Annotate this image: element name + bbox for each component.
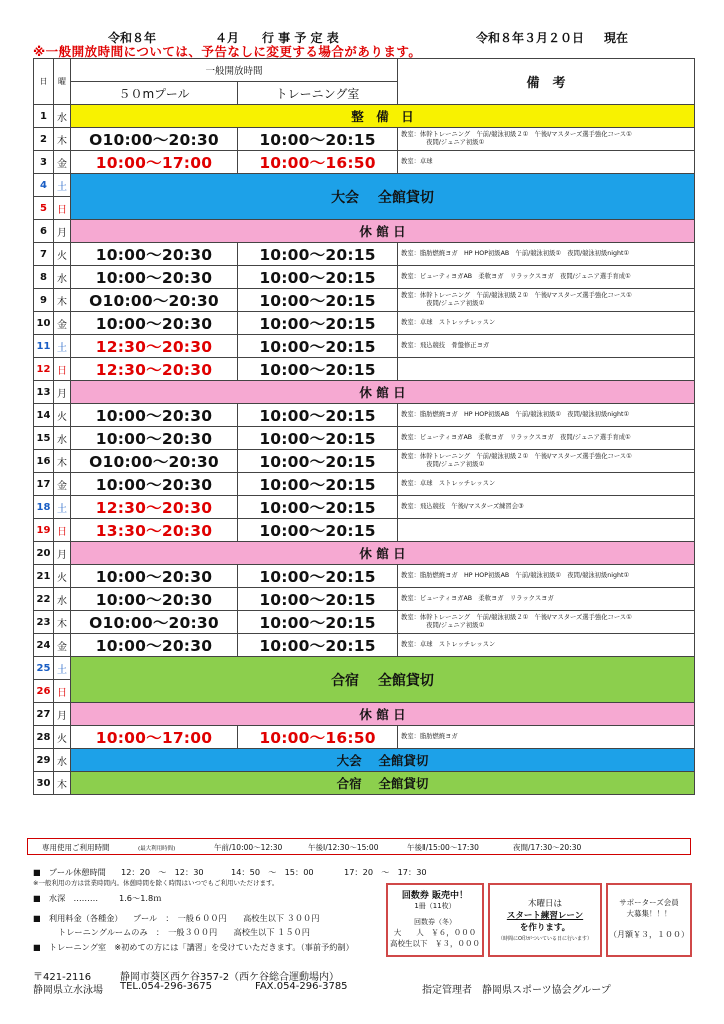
private-use-morning: 午前/10:00～12:30 [214, 843, 283, 852]
asof-date: 令和８年３月２０日 [476, 31, 585, 45]
rest-1: 12：20 ～ 12：30 [121, 867, 204, 877]
day-cell: 19 [34, 519, 54, 542]
day-cell: 22 [34, 588, 54, 611]
training-hours: 10:00～20:15 [238, 473, 398, 496]
ticket-student: 高校生以下 ￥３，０００ [390, 939, 480, 948]
lane-line1: 木曜日は [527, 899, 562, 909]
head-day: 日 [34, 59, 54, 105]
weekday-cell: 金 [54, 473, 71, 496]
supporter-line1: サポーターズ会員 [619, 898, 679, 907]
day-cell: 5 [34, 197, 54, 220]
weekday-cell: 水 [54, 588, 71, 611]
weekday-cell: 日 [54, 680, 71, 703]
head-remarks: 備 考 [398, 59, 695, 105]
remarks-cell: 教室：脂肪燃焼ヨガ [398, 726, 695, 749]
rest-2: 14：50 ～ 15：00 [231, 867, 314, 877]
table-row [34, 450, 695, 473]
head-pool: ５０mプール [71, 82, 238, 105]
training-hours: 10:00～20:15 [238, 404, 398, 427]
day-cell: 11 [34, 335, 54, 358]
table-row [34, 611, 695, 634]
table-row [34, 772, 695, 795]
weekday-cell: 火 [54, 726, 71, 749]
pool-hours: O10:00～20:30 [71, 450, 238, 473]
weekday-cell: 木 [54, 772, 71, 795]
manager: 指定管理者 静岡県スポーツ協会グループ [422, 985, 611, 996]
weekday-cell: 土 [54, 335, 71, 358]
pool-hours: 10:00～17:00 [71, 151, 238, 174]
training-note: ■ トレーニング室 ※初めての方には「講習」を受けていただきます。（事前予約制） [33, 942, 354, 952]
remarks-cell: 教室：脂肪燃焼ヨガ HP HOP初級AB 午前/競泳初級① 夜間/競泳初級night① [398, 404, 695, 427]
table-row [34, 496, 695, 519]
training-hours: 10:00～20:15 [238, 450, 398, 473]
supporter-line2: 大募集！！！ [626, 909, 672, 918]
pool-hours: 10:00～20:30 [71, 404, 238, 427]
weekday-cell: 水 [54, 427, 71, 450]
day-cell: 1 [34, 105, 54, 128]
ticket-title: 回数券 販売中！ [401, 891, 469, 901]
weekday-cell: 水 [54, 105, 71, 128]
weekday-cell: 火 [54, 565, 71, 588]
weekday-cell: 土 [54, 496, 71, 519]
table-row [34, 335, 695, 358]
postal-code: 〒421-2116 [33, 972, 92, 983]
weekday-cell: 土 [54, 657, 71, 680]
table-row [34, 128, 695, 151]
table-row [34, 312, 695, 335]
pool-hours: 12:30～20:30 [71, 358, 238, 381]
private-use-label: 専用使用ご利用時間 [42, 843, 110, 852]
remarks-cell: 教室：卓球 ストレッチレッスン [398, 634, 695, 657]
pool-hours: 10:00～20:30 [71, 427, 238, 450]
table-row [34, 726, 695, 749]
weekday-cell: 月 [54, 542, 71, 565]
day-cell: 18 [34, 496, 54, 519]
day-cell: 30 [34, 772, 54, 795]
notice: ※一般開放時間については、予告なしに変更する場合があります。 [33, 44, 422, 59]
year: 令和８年 [108, 31, 157, 45]
training-hours: 10:00～20:15 [238, 312, 398, 335]
head-dow: 曜 [54, 59, 71, 105]
pool-hours: 13:30～20:30 [71, 519, 238, 542]
remarks-cell: 教室：飛込競技 午後Ⅰ/マスターズ練習会③ [398, 496, 695, 519]
training-hours: 10:00～20:15 [238, 128, 398, 151]
training-hours: 10:00～20:15 [238, 243, 398, 266]
day-cell: 4 [34, 174, 54, 197]
weekday-cell: 火 [54, 243, 71, 266]
closure-band: 休 館 日 [71, 381, 695, 404]
fee-training: トレーニングルームのみ ： 一般３００円 高校生以下 １５０円 [58, 927, 310, 937]
weekday-cell: 月 [54, 381, 71, 404]
closure-band: 合宿 全館貸切 [71, 772, 695, 795]
day-cell: 2 [34, 128, 54, 151]
tel: TEL.054-296-3675 [120, 981, 213, 992]
training-hours: 10:00～20:15 [238, 358, 398, 381]
table-row [34, 243, 695, 266]
remarks-cell: 教室：卓球 [398, 151, 695, 174]
weekday-cell: 木 [54, 611, 71, 634]
training-hours: 10:00～20:15 [238, 519, 398, 542]
table-row [34, 542, 695, 565]
remarks-cell: 教室：脂肪燃焼ヨガ HP HOP初級AB 午前/競泳初級① 夜間/競泳初級night① [398, 565, 695, 588]
day-cell: 12 [34, 358, 54, 381]
weekday-cell: 金 [54, 634, 71, 657]
ticket-promo [386, 883, 484, 957]
training-hours: 10:00～16:50 [238, 151, 398, 174]
day-cell: 24 [34, 634, 54, 657]
ticket-kind: 回数券（冬） [414, 918, 456, 926]
supporter-price: （月額￥３，１００） [609, 930, 689, 939]
remarks-cell: 教室：ビューティヨガAB 柔軟ヨガ リラックスヨガ 夜間/ジュニア選手育成① [398, 266, 695, 289]
remarks-cell: 教室：卓球 ストレッチレッスン [398, 473, 695, 496]
training-hours: 10:00～20:15 [238, 289, 398, 312]
day-cell: 9 [34, 289, 54, 312]
table-row [34, 174, 695, 197]
month: ４月 [215, 31, 240, 45]
day-cell: 17 [34, 473, 54, 496]
table-row [34, 588, 695, 611]
closure-band: 休 館 日 [71, 542, 695, 565]
weekday-cell: 火 [54, 404, 71, 427]
pool-hours: O10:00～20:30 [71, 289, 238, 312]
supporter-promo [606, 883, 692, 957]
asof-label: 現在 [604, 31, 629, 45]
lane-line2: スタート練習レーン [506, 911, 584, 921]
private-use-sub: (最大利用時間) [138, 846, 176, 852]
pool-hours: 10:00～17:00 [71, 726, 238, 749]
day-cell: 25 [34, 657, 54, 680]
closure-band: 休 館 日 [71, 220, 695, 243]
table-row [34, 473, 695, 496]
closure-band: 休 館 日 [71, 703, 695, 726]
table-row [34, 657, 695, 680]
day-cell: 27 [34, 703, 54, 726]
training-hours: 10:00～20:15 [238, 565, 398, 588]
ticket-adult: 大 人 ￥６，０００ [393, 928, 477, 937]
pool-hours: 12:30～20:30 [71, 496, 238, 519]
weekday-cell: 金 [54, 151, 71, 174]
table-row [34, 519, 695, 542]
page-title: 行 事 予 定 表 [262, 31, 339, 45]
weekday-cell: 土 [54, 174, 71, 197]
private-use-box [27, 838, 691, 855]
training-hours: 10:00～20:15 [238, 634, 398, 657]
lane-note: （時間にO印がついている日に行います） [498, 936, 592, 942]
day-cell: 23 [34, 611, 54, 634]
table-row [34, 289, 695, 312]
day-cell: 8 [34, 266, 54, 289]
table-row [34, 266, 695, 289]
remarks-cell [398, 519, 695, 542]
private-use-night: 夜間/17:30～20:30 [513, 843, 582, 852]
weekday-cell: 月 [54, 703, 71, 726]
day-cell: 10 [34, 312, 54, 335]
closure-band: 合宿 全館貸切 [71, 657, 695, 703]
table-row [34, 151, 695, 174]
training-hours: 10:00～20:15 [238, 266, 398, 289]
weekday-cell: 木 [54, 450, 71, 473]
remarks-cell: 教室：卓球 ストレッチレッスン [398, 312, 695, 335]
table-row [34, 634, 695, 657]
pool-hours: O10:00～20:30 [71, 611, 238, 634]
remarks-cell: 教室：体幹トレーニング 午前/競泳初級２① 午後Ⅰ/マスターズ選手強化コース① 夜間/ジュニア初級① [398, 289, 695, 312]
head-training: トレーニング室 [238, 82, 398, 105]
fee-pool: プール ： 一般６００円 高校生以下 ３００円 [133, 913, 320, 923]
pool-hours: 10:00～20:30 [71, 634, 238, 657]
pool-hours: 10:00～20:30 [71, 243, 238, 266]
fee-label: ■ 利用料金（各種金） [33, 913, 123, 923]
pool-hours: 10:00～20:30 [71, 588, 238, 611]
day-cell: 7 [34, 243, 54, 266]
weekday-cell: 金 [54, 312, 71, 335]
lane-promo [488, 883, 602, 957]
closure-band: 整 備 日 [71, 105, 695, 128]
weekday-cell: 木 [54, 289, 71, 312]
remarks-cell: 教室：ビューティヨガAB 柔軟ヨガ リラックスヨガ 夜間/ジュニア選手育成① [398, 427, 695, 450]
pool-hours: O10:00～20:30 [71, 128, 238, 151]
table-row [34, 703, 695, 726]
weekday-cell: 月 [54, 220, 71, 243]
remarks-cell: 教室：脂肪燃焼ヨガ HP HOP初級AB 午前/競泳初級① 夜間/競泳初級night① [398, 243, 695, 266]
remarks-cell: 教室：ビューティヨガAB 柔軟ヨガ リラックスヨガ [398, 588, 695, 611]
day-cell: 29 [34, 749, 54, 772]
fax: FAX.054-296-3785 [255, 981, 348, 992]
table-row [34, 427, 695, 450]
closure-band: 大会 全館貸切 [71, 174, 695, 220]
table-row [34, 105, 695, 128]
day-cell: 26 [34, 680, 54, 703]
day-cell: 13 [34, 381, 54, 404]
weekday-cell: 日 [54, 197, 71, 220]
depth-label: ■ 水深 ……… [33, 893, 99, 903]
training-hours: 10:00～20:15 [238, 335, 398, 358]
pool-hours: 12:30～20:30 [71, 335, 238, 358]
head-open-hours: 一般開放時間 [71, 59, 398, 82]
day-cell: 21 [34, 565, 54, 588]
day-cell: 6 [34, 220, 54, 243]
rest-label: ■ プール休憩時間 [33, 867, 106, 877]
facility-name: 静岡県立水泳場 [33, 985, 103, 996]
remarks-cell: 教室：飛込競技 骨盤修正ヨガ [398, 335, 695, 358]
weekday-cell: 日 [54, 358, 71, 381]
private-use-afternoon1: 午後Ⅰ/12:30～15:00 [308, 843, 379, 852]
table-row [34, 381, 695, 404]
training-hours: 10:00～16:50 [238, 726, 398, 749]
training-hours: 10:00～20:15 [238, 496, 398, 519]
weekday-cell: 木 [54, 128, 71, 151]
private-use-afternoon2: 午後Ⅱ/15:00～17:30 [407, 843, 479, 852]
remarks-cell [398, 358, 695, 381]
table-row [34, 749, 695, 772]
remarks-cell: 教室：体幹トレーニング 午前/競泳初級２① 午後Ⅰ/マスターズ選手強化コース① 夜間/ジュニア初級① [398, 611, 695, 634]
closure-band: 大会 全館貸切 [71, 749, 695, 772]
day-cell: 20 [34, 542, 54, 565]
weekday-cell: 水 [54, 749, 71, 772]
depth-value: 1.6～1.8ｍ [119, 893, 162, 903]
address-text: 静岡市葵区西ケ谷357-2（西ケ谷総合運動場内） [120, 972, 340, 983]
day-cell: 14 [34, 404, 54, 427]
table-row [34, 404, 695, 427]
weekday-cell: 日 [54, 519, 71, 542]
remarks-cell: 教室：体幹トレーニング 午前/競泳初級２① 午後Ⅰ/マスターズ選手強化コース① 夜間/ジュニア初級① [398, 450, 695, 473]
pool-hours: 10:00～20:30 [71, 473, 238, 496]
day-cell: 16 [34, 450, 54, 473]
pool-hours: 10:00～20:30 [71, 266, 238, 289]
weekday-cell: 水 [54, 266, 71, 289]
table-row [34, 565, 695, 588]
training-hours: 10:00～20:15 [238, 588, 398, 611]
day-cell: 15 [34, 427, 54, 450]
pool-hours: 10:00～20:30 [71, 312, 238, 335]
training-hours: 10:00～20:15 [238, 427, 398, 450]
rest-note: ※一般利用の方は営業時間内。休憩時間を除く時間はいつでもご利用いただけます。 [33, 879, 279, 887]
training-hours: 10:00～20:15 [238, 611, 398, 634]
table-row [34, 220, 695, 243]
rest-3: 17：20 ～ 17：30 [344, 867, 427, 877]
pool-hours: 10:00～20:30 [71, 565, 238, 588]
table-row [34, 358, 695, 381]
day-cell: 3 [34, 151, 54, 174]
remarks-cell: 教室：体幹トレーニング 午前/競泳初級２① 午後Ⅰ/マスターズ選手強化コース① 夜間/ジュニア初級① [398, 128, 695, 151]
schedule-table [33, 58, 695, 795]
lane-line3: を作ります。 [519, 923, 571, 933]
ticket-sub: 1冊（11枚） [414, 902, 456, 910]
day-cell: 28 [34, 726, 54, 749]
